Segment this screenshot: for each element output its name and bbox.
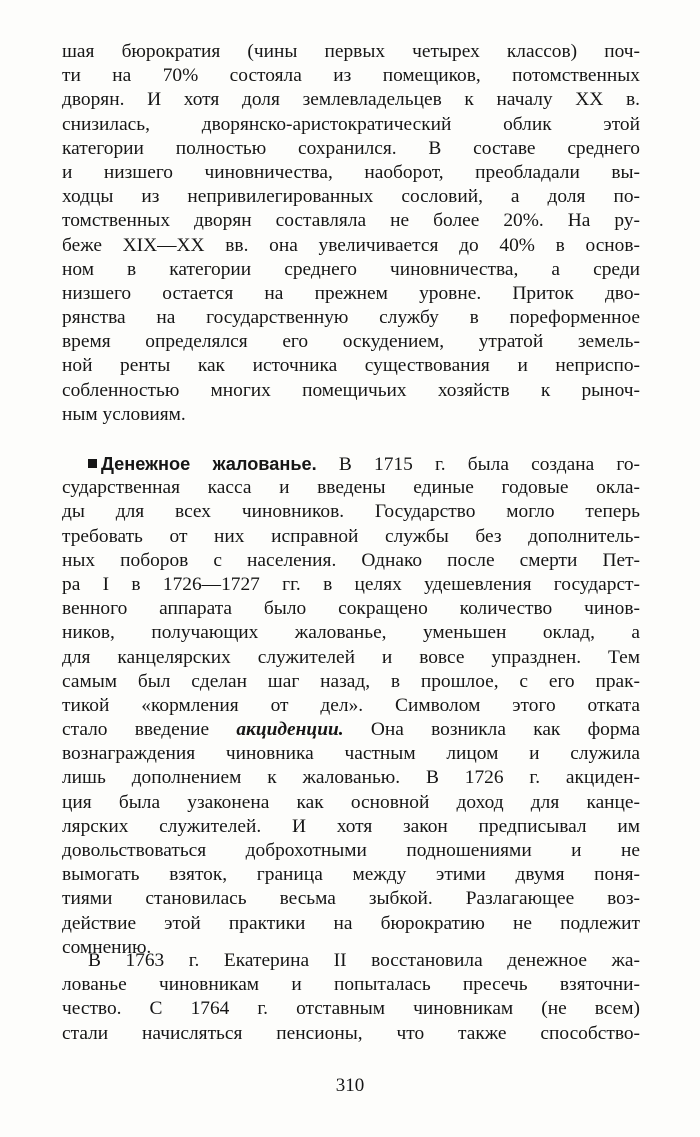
text-fragment: В 1715 г. была создана го- bbox=[338, 454, 640, 475]
text-line: и низшего чиновничества, наоборот, преобладали вы- bbox=[62, 161, 640, 183]
text-line: ников, получающих жалованье, уменьшен оклад, а bbox=[62, 622, 640, 644]
text-line: чество. С 1764 г. отставным чиновникам (не всем) bbox=[62, 998, 640, 1020]
text-line: ра I в 1726—1727 гг. в целях удешевления государст- bbox=[62, 573, 640, 595]
text-line: дворян. И хотя доля землевладельцев к началу XX в. bbox=[62, 89, 640, 111]
text-line: собленностью многих помещичьих хозяйств к рыноч- bbox=[62, 379, 640, 401]
text-line: для канцелярских служителей и вовсе упразднен. Тем bbox=[62, 646, 640, 668]
text-line: время определялся его оскудением, утратой земель- bbox=[62, 331, 640, 353]
paragraph-3 bbox=[62, 949, 640, 1046]
text-fragment: стало введение bbox=[62, 719, 237, 741]
text-line: ходцы из непривилегированных сословий, а доля по- bbox=[62, 186, 640, 208]
text-line: томственных дворян составляла не более 20%. На ру- bbox=[62, 210, 640, 232]
term-line bbox=[62, 718, 640, 742]
section-heading-line bbox=[62, 452, 640, 476]
text-line: вымогать взяток, граница между этими двумя поня- bbox=[62, 864, 640, 886]
text-line: лишь дополнением к жалованью. В 1726 г. акциден- bbox=[62, 767, 640, 789]
text-line: шая бюрократия (чины первых четырех классов) поч- bbox=[62, 41, 640, 62]
text-line: ной ренты как источника существования и неприспо- bbox=[62, 355, 640, 377]
square-bullet-icon bbox=[88, 459, 97, 468]
paragraph-2 bbox=[62, 452, 640, 960]
text-line: ти на 70% состояла из помещиков, потомственных bbox=[62, 65, 640, 87]
text-line: довольствоваться доброхотными подношениями и не bbox=[62, 840, 640, 861]
text-line: сударственная касса и введены единые годовые окла- bbox=[62, 477, 640, 499]
text-line: тиями становилась весьма зыбкой. Разлагающее воз- bbox=[62, 888, 640, 910]
text-line: самым был сделан шаг назад, в прошлое, с его прак- bbox=[62, 670, 640, 692]
text-line: В 1763 г. Екатерина II восстановила денежное жа- bbox=[88, 950, 640, 971]
paragraph-1 bbox=[62, 40, 640, 427]
text-line: сомнению. bbox=[62, 936, 152, 958]
text-line: беже XIX—XX вв. она увеличивается до 40% в основ- bbox=[62, 234, 640, 256]
text-line: категории полностью сохранился. В составе среднего bbox=[62, 137, 640, 159]
text-line: стали начисляться пенсионы, что также способство- bbox=[62, 1022, 640, 1044]
text-line: снизилась, дворянско-аристократический облик этой bbox=[62, 113, 640, 135]
text-line: ном в категории среднего чиновничества, а среди bbox=[62, 258, 640, 280]
text-line: низшего остается на прежнем уровне. Приток дво- bbox=[62, 282, 640, 304]
text-line: ным условиям. bbox=[62, 403, 186, 425]
text-line: ды для всех чиновников. Государство могло теперь bbox=[62, 501, 640, 523]
text-line: ция была узаконена как основной доход для канце- bbox=[62, 791, 640, 813]
text-line: лованье чиновникам и попыталась пресечь взяточни- bbox=[62, 974, 640, 996]
text-line: вознаграждения чиновника частным лицом и служила bbox=[62, 743, 640, 765]
text-fragment: Она возникла как форма bbox=[343, 719, 640, 741]
page-number: 310 bbox=[335, 1075, 365, 1096]
text-line: венного аппарата было сокращено количество чинов- bbox=[62, 598, 640, 620]
text-line: рянства на государственную службу в пореформенное bbox=[62, 307, 640, 329]
text-line: лярских служителей. И хотя закон предписывал им bbox=[62, 815, 640, 837]
section-heading: Денежное жалованье. bbox=[101, 454, 317, 474]
highlighted-term: акциденции. bbox=[236, 719, 344, 741]
text-line: ных поборов с населения. Однако после смерти Пет- bbox=[62, 549, 640, 571]
text-line: действие этой практики на бюрократию не подлежит bbox=[62, 912, 640, 934]
text-line: тикой «кормления от дел». Символом этого отката bbox=[62, 694, 640, 716]
text-line: требовать от них исправной службы без дополнитель- bbox=[62, 525, 640, 547]
